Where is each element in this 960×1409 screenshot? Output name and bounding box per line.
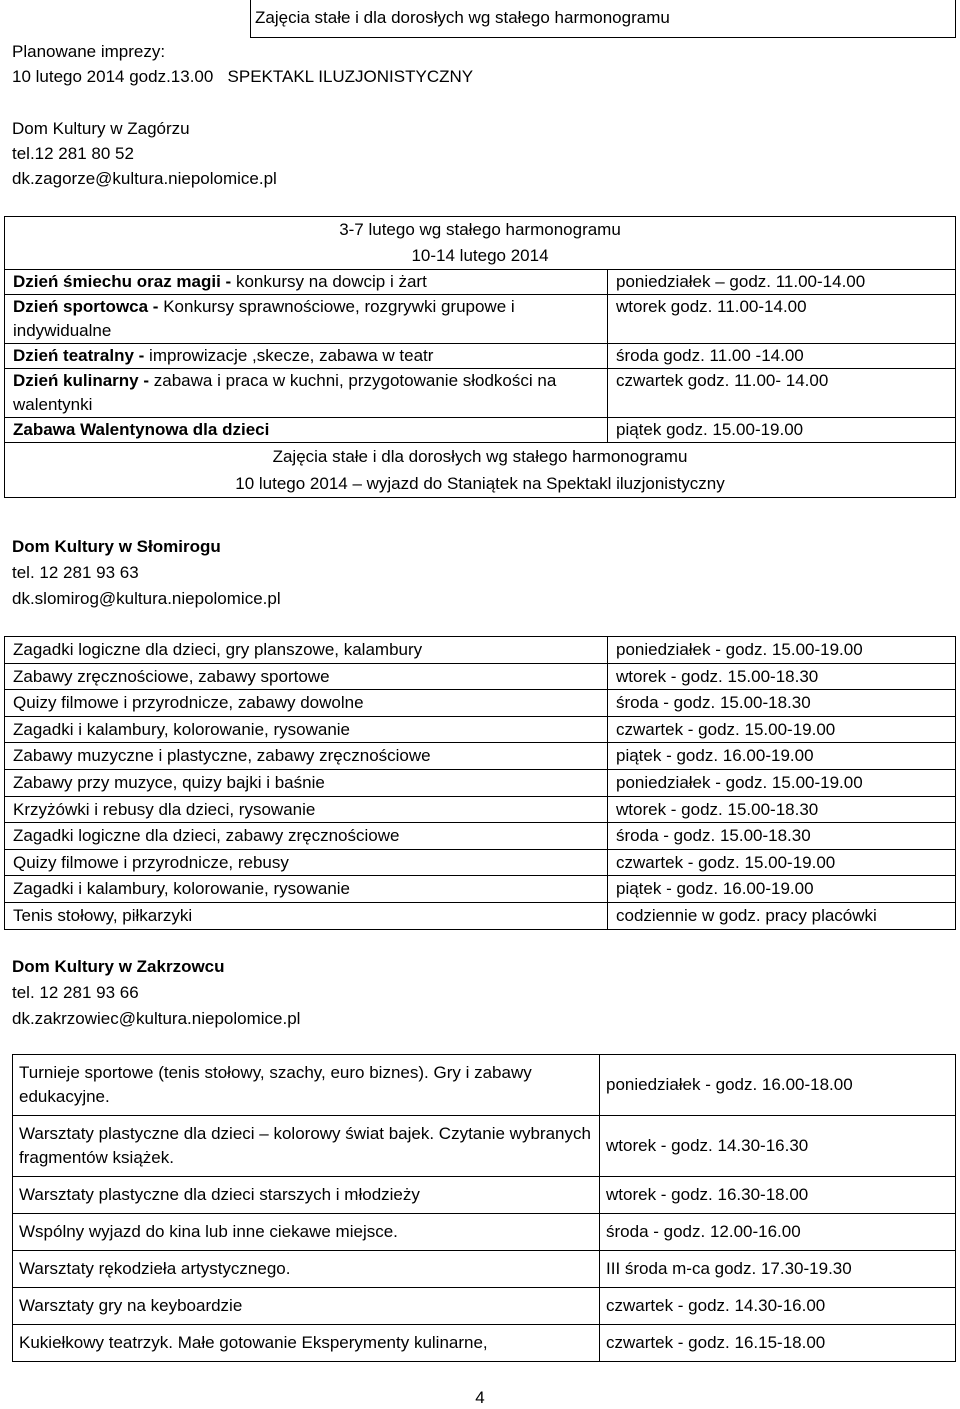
- zakrzowiec-time: III środa m-ca godz. 17.30-19.30: [600, 1251, 956, 1288]
- slomirog-time: codziennie w godz. pracy placówki: [608, 902, 956, 929]
- zakrzowiec-tel: tel. 12 281 93 66: [12, 983, 139, 1002]
- zakrzowiec-time: czwartek - godz. 16.15-18.00: [600, 1325, 956, 1362]
- slomirog-table: [4, 636, 956, 930]
- slomirog-time: czwartek - godz. 15.00-19.00: [608, 849, 956, 876]
- page-number: 4: [475, 1388, 485, 1407]
- slomirog-activity: Krzyżówki i rebusy dla dzieci, rysowanie: [5, 796, 608, 823]
- slomirog-time: poniedziałek - godz. 15.00-19.00: [608, 769, 956, 796]
- table-row: [13, 1116, 956, 1177]
- slomirog-activity: Zabawy przy muzyce, quizy bajki i baśnie: [5, 769, 608, 796]
- zagorze-row-1-time: wtorek godz. 11.00-14.00: [608, 295, 956, 344]
- table-row: [5, 743, 956, 770]
- planned-label: Planowane imprezy:: [12, 42, 166, 61]
- zakrzowiec-email[interactable]: dk.zakrzowiec@kultura.niepolomice.pl: [12, 1009, 301, 1028]
- planned-event-name: SPEKTAKL ILUZJONISTYCZNY: [227, 67, 474, 86]
- slomirog-activity: Quizy filmowe i przyrodnicze, zabawy dowolne: [5, 690, 608, 717]
- zakrzowiec-activity: Kukiełkowy teatrzyk. Małe gotowanie Eksperymenty kulinarne,: [13, 1325, 600, 1362]
- zakrzowiec-time: wtorek - godz. 14.30-16.30: [600, 1116, 956, 1177]
- zagorze-heading-2: 10-14 lutego 2014: [411, 246, 549, 265]
- table-row: [5, 663, 956, 690]
- top-table-fragment: [250, 0, 956, 38]
- zagorze-row-4-activity: Zabawa Walentynowa dla dzieci: [5, 418, 608, 443]
- table-row: [13, 1214, 956, 1251]
- zakrzowiec-activity: Warsztaty gry na keyboardzie: [13, 1288, 600, 1325]
- zagorze-table: [4, 216, 956, 498]
- zagorze-email[interactable]: dk.zagorze@kultura.niepolomice.pl: [12, 169, 277, 188]
- zagorze-row-1-activity: Dzień sportowca - Konkursy sprawnościowe, rozgrywki grupowe i indywidualne: [5, 295, 608, 344]
- zagorze-heading-1: 3-7 lutego wg stałego harmonogramu: [339, 220, 621, 239]
- zagorze-tel: tel.12 281 80 52: [12, 144, 134, 163]
- zagorze-row-3-time: czwartek godz. 11.00- 14.00: [608, 369, 956, 418]
- zagorze-row-2-activity: Dzień teatralny - improwizacje ,skecze, zabawa w teatr: [5, 344, 608, 369]
- slomirog-activity: Quizy filmowe i przyrodnicze, rebusy: [5, 849, 608, 876]
- slomirog-time: wtorek - godz. 15.00-18.30: [608, 663, 956, 690]
- zakrzowiec-name: Dom Kultury w Zakrzowcu: [12, 957, 225, 976]
- table-row: [5, 849, 956, 876]
- table-row: [13, 1251, 956, 1288]
- table-row: [5, 823, 956, 850]
- slomirog-activity: Zabawy zręcznościowe, zabawy sportowe: [5, 663, 608, 690]
- table-row: [5, 690, 956, 717]
- zagorze-row-3-activity: Dzień kulinarny - zabawa i praca w kuchni, przygotowanie słodkości na walentynki: [5, 369, 608, 418]
- slomirog-time: środa - godz. 15.00-18.30: [608, 690, 956, 717]
- table-row: [5, 716, 956, 743]
- slomirog-time: czwartek - godz. 15.00-19.00: [608, 716, 956, 743]
- zagorze-row-0-time: poniedziałek – godz. 11.00-14.00: [608, 270, 956, 295]
- slomirog-tel: tel. 12 281 93 63: [12, 563, 139, 582]
- zagorze-heading: [5, 217, 956, 270]
- slomirog-time: piątek - godz. 16.00-19.00: [608, 743, 956, 770]
- zakrzowiec-time: wtorek - godz. 16.30-18.00: [600, 1177, 956, 1214]
- zakrzowiec-activity: Warsztaty plastyczne dla dzieci – kolorowy świat bajek. Czytanie wybranych fragmentów książek.: [13, 1116, 600, 1177]
- zakrzowiec-table: [12, 1054, 956, 1362]
- table-row: [13, 1288, 956, 1325]
- zakrzowiec-activity: Wspólny wyjazd do kina lub inne ciekawe miejsce.: [13, 1214, 600, 1251]
- planned-event: [12, 66, 473, 88]
- zagorze-name: Dom Kultury w Zagórzu: [12, 119, 190, 138]
- slomirog-time: piątek - godz. 16.00-19.00: [608, 876, 956, 903]
- table-row: [13, 1325, 956, 1362]
- zagorze-row-0-activity: Dzień śmiechu oraz magii - konkursy na dowcip i żart: [5, 270, 608, 295]
- slomirog-activity: Zagadki i kalambury, kolorowanie, rysowanie: [5, 876, 608, 903]
- zagorze-footer-1: Zajęcia stałe i dla dorosłych wg stałego harmonogramu: [272, 447, 688, 466]
- zagorze-footer: [5, 443, 956, 498]
- slomirog-activity: Zabawy muzyczne i plastyczne, zabawy zręcznościowe: [5, 743, 608, 770]
- zakrzowiec-activity: Warsztaty rękodzieła artystycznego.: [13, 1251, 600, 1288]
- zakrzowiec-time: środa - godz. 12.00-16.00: [600, 1214, 956, 1251]
- table-row: [5, 876, 956, 903]
- slomirog-time: wtorek - godz. 15.00-18.30: [608, 796, 956, 823]
- slomirog-activity: Tenis stołowy, piłkarzyki: [5, 902, 608, 929]
- slomirog-time: środa - godz. 15.00-18.30: [608, 823, 956, 850]
- planned-date: 10 lutego 2014 godz.13.00: [12, 67, 214, 86]
- table-row: [5, 769, 956, 796]
- slomirog-activity: Zagadki logiczne dla dzieci, gry planszowe, kalambury: [5, 637, 608, 664]
- table-row: [5, 902, 956, 929]
- table-row: [5, 796, 956, 823]
- zagorze-row-4-time: piątek godz. 15.00-19.00: [608, 418, 956, 443]
- table-row: [13, 1055, 956, 1116]
- zakrzowiec-time: czwartek - godz. 14.30-16.00: [600, 1288, 956, 1325]
- zakrzowiec-activity: Turnieje sportowe (tenis stołowy, szachy, euro biznes). Gry i zabawy edukacyjne.: [13, 1055, 600, 1116]
- zakrzowiec-activity: Warsztaty plastyczne dla dzieci starszych i młodzieży: [13, 1177, 600, 1214]
- zagorze-row-2-time: środa godz. 11.00 -14.00: [608, 344, 956, 369]
- slomirog-email[interactable]: dk.slomirog@kultura.niepolomice.pl: [12, 589, 281, 608]
- table-row: [5, 637, 956, 664]
- slomirog-activity: Zagadki i kalambury, kolorowanie, rysowanie: [5, 716, 608, 743]
- top-box-text: Zajęcia stałe i dla dorosłych wg stałego harmonogramu: [255, 8, 670, 27]
- slomirog-name: Dom Kultury w Słomirogu: [12, 537, 221, 556]
- zakrzowiec-time: poniedziałek - godz. 16.00-18.00: [600, 1055, 956, 1116]
- slomirog-activity: Zagadki logiczne dla dzieci, zabawy zręcznościowe: [5, 823, 608, 850]
- zagorze-footer-2: 10 lutego 2014 – wyjazd do Staniątek na Spektakl iluzjonistyczny: [235, 474, 725, 493]
- slomirog-time: poniedziałek - godz. 15.00-19.00: [608, 637, 956, 664]
- table-row: [13, 1177, 956, 1214]
